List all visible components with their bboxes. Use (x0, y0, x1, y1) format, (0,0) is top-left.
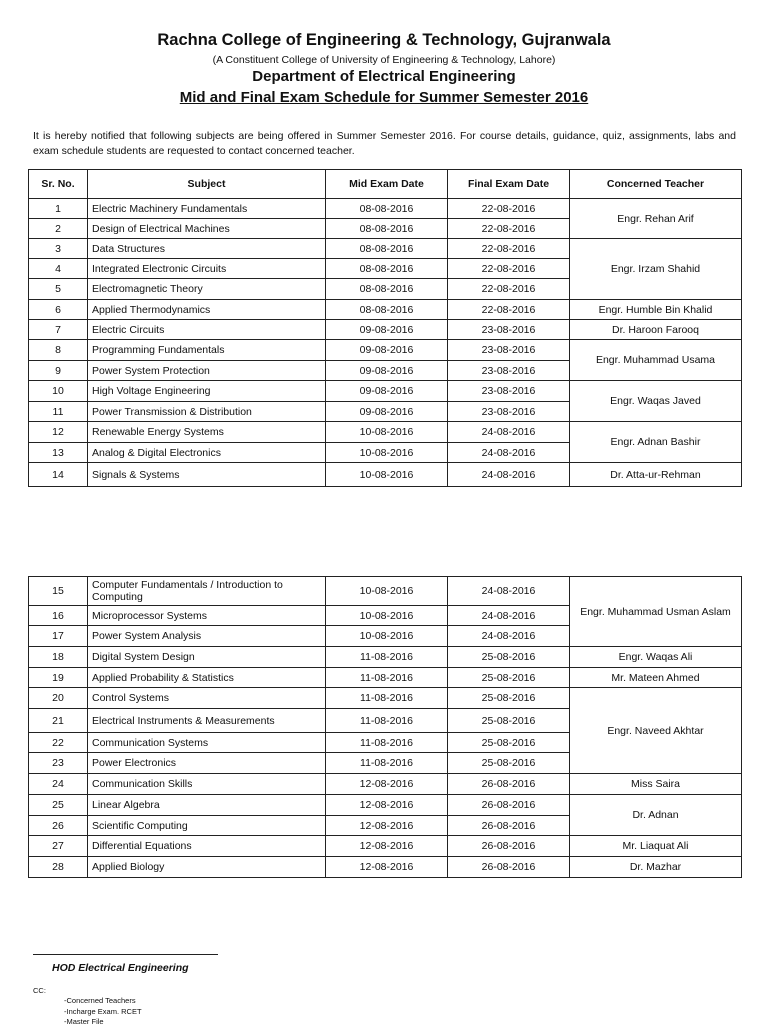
cell-mid-date: 10-08-2016 (326, 626, 448, 647)
cell-final-date: 26-08-2016 (448, 774, 570, 795)
cc-label: CC: (33, 986, 46, 995)
college-affiliation: (A Constituent College of University of Engineering & Technology, Lahore) (212, 54, 556, 66)
cell-teacher: Engr. Muhammad Usama (570, 340, 742, 381)
cell-subject: Design of Electrical Machines (88, 219, 326, 239)
col-header-final-date: Final Exam Date (448, 170, 570, 199)
cell-final-date: 23-08-2016 (448, 381, 570, 402)
cell-teacher: Engr. Naveed Akhtar (570, 688, 742, 774)
table-row (29, 463, 742, 487)
table-row (29, 647, 742, 668)
cell-sr-no: 18 (29, 647, 88, 668)
cell-mid-date: 10-08-2016 (326, 422, 448, 443)
table-row (29, 199, 742, 219)
table-row (29, 836, 742, 857)
cell-mid-date: 08-08-2016 (326, 279, 448, 300)
col-header-mid-date: Mid Exam Date (326, 170, 448, 199)
cell-sr-no: 22 (29, 733, 88, 753)
cell-subject: Power Transmission & Distribution (88, 402, 326, 422)
cell-final-date: 24-08-2016 (448, 577, 570, 606)
cell-mid-date: 08-08-2016 (326, 199, 448, 219)
schedule-title: Mid and Final Exam Schedule for Summer Semester 2016 (179, 89, 589, 106)
col-header-subject: Subject (88, 170, 326, 199)
cell-mid-date: 12-08-2016 (326, 836, 448, 857)
cell-sr-no: 10 (29, 381, 88, 402)
cell-subject: Integrated Electronic Circuits (88, 259, 326, 279)
cell-sr-no: 5 (29, 279, 88, 300)
cell-subject: Electric Circuits (88, 320, 326, 340)
cell-sr-no: 9 (29, 361, 88, 381)
cell-subject: Programming Fundamentals (88, 340, 326, 361)
table-row (29, 422, 742, 443)
cell-final-date: 22-08-2016 (448, 219, 570, 239)
cell-subject: Applied Biology (88, 857, 326, 878)
cell-sr-no: 3 (29, 239, 88, 259)
cell-final-date: 24-08-2016 (448, 606, 570, 626)
cell-subject: Communication Skills (88, 774, 326, 795)
cell-sr-no: 23 (29, 753, 88, 774)
signature-title: HOD Electrical Engineering (52, 962, 189, 974)
table-header-row (29, 170, 742, 199)
cell-subject: Communication Systems (88, 733, 326, 753)
cell-subject: Differential Equations (88, 836, 326, 857)
cell-subject: Power System Analysis (88, 626, 326, 647)
cell-sr-no: 12 (29, 422, 88, 443)
cell-subject: Power System Protection (88, 361, 326, 381)
cell-mid-date: 09-08-2016 (326, 320, 448, 340)
cell-final-date: 26-08-2016 (448, 857, 570, 878)
cell-teacher: Engr. Adnan Bashir (570, 422, 742, 463)
cell-sr-no: 1 (29, 199, 88, 219)
cell-mid-date: 11-08-2016 (326, 753, 448, 774)
cell-final-date: 23-08-2016 (448, 340, 570, 361)
cell-teacher: Miss Saira (570, 774, 742, 795)
cell-mid-date: 11-08-2016 (326, 647, 448, 668)
cell-sr-no: 8 (29, 340, 88, 361)
cell-mid-date: 08-08-2016 (326, 239, 448, 259)
cc-item: -Master File (64, 1017, 104, 1026)
cell-subject: Data Structures (88, 239, 326, 259)
department-title: Department of Electrical Engineering (252, 68, 516, 85)
table-row (29, 774, 742, 795)
cell-subject: Renewable Energy Systems (88, 422, 326, 443)
cell-final-date: 23-08-2016 (448, 402, 570, 422)
table-row (29, 577, 742, 606)
cell-mid-date: 12-08-2016 (326, 816, 448, 836)
cc-list (64, 996, 142, 1028)
cell-teacher: Mr. Liaquat Ali (570, 836, 742, 857)
schedule-table-2-body (29, 577, 742, 878)
cell-final-date: 24-08-2016 (448, 443, 570, 463)
cell-final-date: 25-08-2016 (448, 709, 570, 733)
cell-teacher: Engr. Waqas Ali (570, 647, 742, 668)
cell-subject: Electromagnetic Theory (88, 279, 326, 300)
cell-sr-no: 7 (29, 320, 88, 340)
cell-final-date: 26-08-2016 (448, 836, 570, 857)
cell-subject: Computer Fundamentals / Introduction to Computing (88, 577, 326, 606)
cell-mid-date: 12-08-2016 (326, 795, 448, 816)
cell-final-date: 25-08-2016 (448, 688, 570, 709)
cell-mid-date: 10-08-2016 (326, 606, 448, 626)
cell-mid-date: 11-08-2016 (326, 733, 448, 753)
cell-teacher: Engr. Muhammad Usman Aslam (570, 577, 742, 647)
cell-sr-no: 13 (29, 443, 88, 463)
cell-final-date: 24-08-2016 (448, 626, 570, 647)
cell-teacher: Dr. Mazhar (570, 857, 742, 878)
cell-mid-date: 08-08-2016 (326, 219, 448, 239)
cell-sr-no: 19 (29, 668, 88, 688)
cell-mid-date: 10-08-2016 (326, 577, 448, 606)
schedule-table-1 (28, 169, 742, 487)
col-header-sr: Sr. No. (29, 170, 88, 199)
cell-teacher: Engr. Rehan Arif (570, 199, 742, 239)
cell-subject: Electrical Instruments & Measurements (88, 709, 326, 733)
schedule-table-1-body (29, 199, 742, 487)
cell-final-date: 22-08-2016 (448, 300, 570, 320)
table-row (29, 300, 742, 320)
cell-subject: Applied Thermodynamics (88, 300, 326, 320)
table-row (29, 320, 742, 340)
cell-final-date: 24-08-2016 (448, 422, 570, 443)
cell-mid-date: 09-08-2016 (326, 381, 448, 402)
cell-final-date: 23-08-2016 (448, 361, 570, 381)
table-row (29, 795, 742, 816)
cell-subject: Linear Algebra (88, 795, 326, 816)
table-row (29, 857, 742, 878)
cell-final-date: 25-08-2016 (448, 733, 570, 753)
table-row (29, 668, 742, 688)
cell-final-date: 26-08-2016 (448, 795, 570, 816)
cell-subject: Microprocessor Systems (88, 606, 326, 626)
cell-mid-date: 11-08-2016 (326, 668, 448, 688)
cell-sr-no: 11 (29, 402, 88, 422)
cell-subject: Applied Probability & Statistics (88, 668, 326, 688)
table-row (29, 239, 742, 259)
cell-teacher: Engr. Irzam Shahid (570, 239, 742, 300)
cell-subject: Signals & Systems (88, 463, 326, 487)
cell-mid-date: 08-08-2016 (326, 300, 448, 320)
schedule-table-2 (28, 576, 742, 878)
cell-sr-no: 6 (29, 300, 88, 320)
cell-mid-date: 08-08-2016 (326, 259, 448, 279)
cell-sr-no: 17 (29, 626, 88, 647)
cell-subject: Power Electronics (88, 753, 326, 774)
cell-teacher: Engr. Waqas Javed (570, 381, 742, 422)
cell-mid-date: 09-08-2016 (326, 402, 448, 422)
cell-subject: High Voltage Engineering (88, 381, 326, 402)
cell-final-date: 26-08-2016 (448, 816, 570, 836)
cell-sr-no: 20 (29, 688, 88, 709)
cell-subject: Electric Machinery Fundamentals (88, 199, 326, 219)
cell-teacher: Dr. Haroon Farooq (570, 320, 742, 340)
cell-sr-no: 2 (29, 219, 88, 239)
table-row (29, 688, 742, 709)
cell-final-date: 25-08-2016 (448, 647, 570, 668)
cell-sr-no: 25 (29, 795, 88, 816)
cell-subject: Analog & Digital Electronics (88, 443, 326, 463)
cell-sr-no: 27 (29, 836, 88, 857)
cell-sr-no: 16 (29, 606, 88, 626)
cell-mid-date: 12-08-2016 (326, 857, 448, 878)
cell-teacher: Dr. Atta-ur-Rehman (570, 463, 742, 487)
cell-teacher: Mr. Mateen Ahmed (570, 668, 742, 688)
table-row (29, 381, 742, 402)
cell-mid-date: 12-08-2016 (326, 774, 448, 795)
cell-sr-no: 26 (29, 816, 88, 836)
cell-final-date: 22-08-2016 (448, 259, 570, 279)
cc-item: -Concerned Teachers (64, 996, 136, 1005)
table-row (29, 340, 742, 361)
notice-paragraph: It is hereby notified that following subjects are being offered in Summer Semester 2016. For course details, guidance, quiz, assignments, labs and exam schedule students are requested to contact concerned teacher. (33, 130, 736, 157)
cell-mid-date: 10-08-2016 (326, 463, 448, 487)
cell-subject: Control Systems (88, 688, 326, 709)
cc-item: -Incharge Exam. RCET (64, 1006, 142, 1016)
cell-final-date: 25-08-2016 (448, 753, 570, 774)
cell-final-date: 22-08-2016 (448, 279, 570, 300)
cell-sr-no: 14 (29, 463, 88, 487)
col-header-teacher: Concerned Teacher (570, 170, 742, 199)
cell-sr-no: 15 (29, 577, 88, 606)
cell-sr-no: 24 (29, 774, 88, 795)
cell-mid-date: 09-08-2016 (326, 361, 448, 381)
cell-mid-date: 11-08-2016 (326, 688, 448, 709)
cell-final-date: 24-08-2016 (448, 463, 570, 487)
cell-sr-no: 21 (29, 709, 88, 733)
cell-teacher: Engr. Humble Bin Khalid (570, 300, 742, 320)
cell-sr-no: 28 (29, 857, 88, 878)
cell-sr-no: 4 (29, 259, 88, 279)
cell-final-date: 23-08-2016 (448, 320, 570, 340)
cell-subject: Scientific Computing (88, 816, 326, 836)
cell-final-date: 22-08-2016 (448, 239, 570, 259)
cell-mid-date: 09-08-2016 (326, 340, 448, 361)
cell-final-date: 22-08-2016 (448, 199, 570, 219)
cell-mid-date: 11-08-2016 (326, 709, 448, 733)
cell-subject: Digital System Design (88, 647, 326, 668)
college-name: Rachna College of Engineering & Technology, Gujranwala (157, 31, 611, 49)
cell-mid-date: 10-08-2016 (326, 443, 448, 463)
cell-teacher: Dr. Adnan (570, 795, 742, 836)
signature-line (33, 954, 218, 955)
cell-final-date: 25-08-2016 (448, 668, 570, 688)
